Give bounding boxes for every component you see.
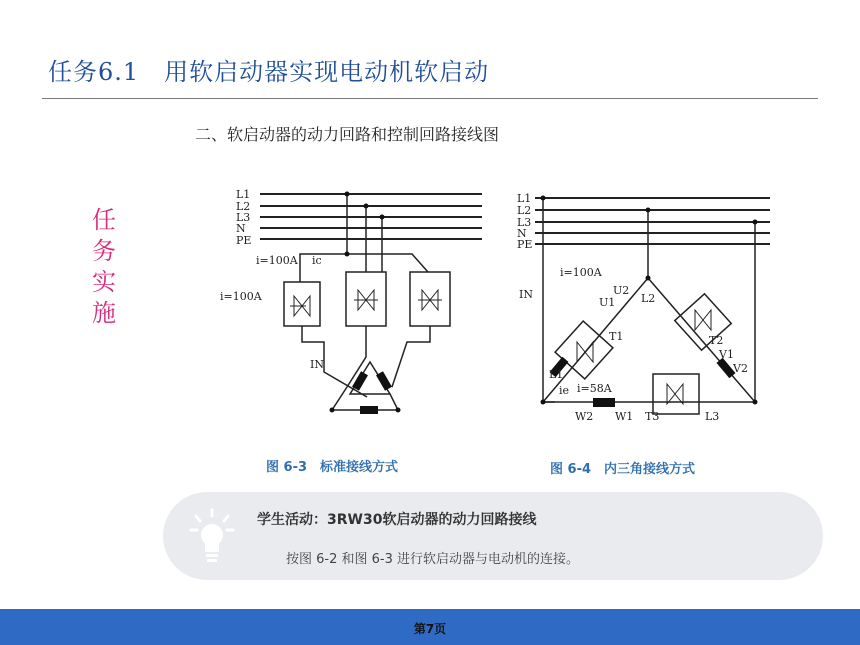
terminal-label: T3: [645, 410, 660, 423]
bus-label: PE: [517, 238, 533, 251]
section-subtitle: 二、软启动器的动力回路和控制回路接线图: [195, 125, 500, 144]
current-label: ie: [559, 384, 570, 397]
current-label: ic: [312, 254, 322, 267]
page-title: 任务6.1 用软启动器实现电动机软启动: [48, 58, 490, 86]
title-divider: [42, 98, 818, 99]
current-label: i=58A: [577, 382, 612, 395]
figure-caption-right: 图 6-4 内三角接线方式: [550, 462, 696, 477]
bus-label: L2: [236, 200, 251, 213]
terminal-label: T2: [709, 334, 724, 347]
current-label: i=100A: [560, 266, 602, 279]
bus-label: L1: [517, 192, 532, 205]
current-label: IN: [310, 358, 324, 371]
figure-caption-left: 图 6-3 标准接线方式: [266, 460, 399, 475]
activity-text: 按图 6-2 和图 6-3 进行软启动器与电动机的连接。: [286, 552, 579, 567]
terminal-label: L3: [705, 410, 720, 423]
current-label: IN: [519, 288, 533, 301]
terminal-label: L1: [549, 368, 564, 381]
terminal-label: U2: [613, 284, 630, 297]
current-label: i=100A: [220, 290, 262, 303]
page-number: 第7页: [413, 622, 447, 636]
current-label: i=100A: [256, 254, 298, 267]
activity-title: 学生活动：3RW30软启动器的动力回路接线: [257, 512, 537, 528]
bus-label: PE: [236, 234, 252, 247]
terminal-label: V1: [719, 348, 734, 361]
terminal-label: L2: [641, 292, 656, 305]
side-char: 施: [92, 299, 116, 327]
side-char: 务: [92, 237, 116, 265]
lightbulb-icon: [190, 508, 234, 566]
side-char: 实: [92, 268, 116, 296]
bus-label: L3: [236, 211, 251, 224]
terminal-label: V2: [733, 362, 748, 375]
terminal-label: W2: [575, 410, 594, 423]
bus-label: N: [236, 222, 246, 235]
side-char: 任: [92, 206, 116, 234]
bus-label: N: [517, 227, 527, 240]
bus-label: L1: [236, 188, 251, 201]
side-label: [86, 205, 122, 329]
bus-label: L2: [517, 204, 532, 217]
terminal-label: U1: [599, 296, 616, 309]
delta-wiring-diagram: [515, 182, 780, 432]
standard-wiring-diagram: [220, 182, 492, 427]
bus-label: L3: [517, 216, 532, 229]
terminal-label: W1: [615, 410, 634, 423]
terminal-label: T1: [609, 330, 624, 343]
